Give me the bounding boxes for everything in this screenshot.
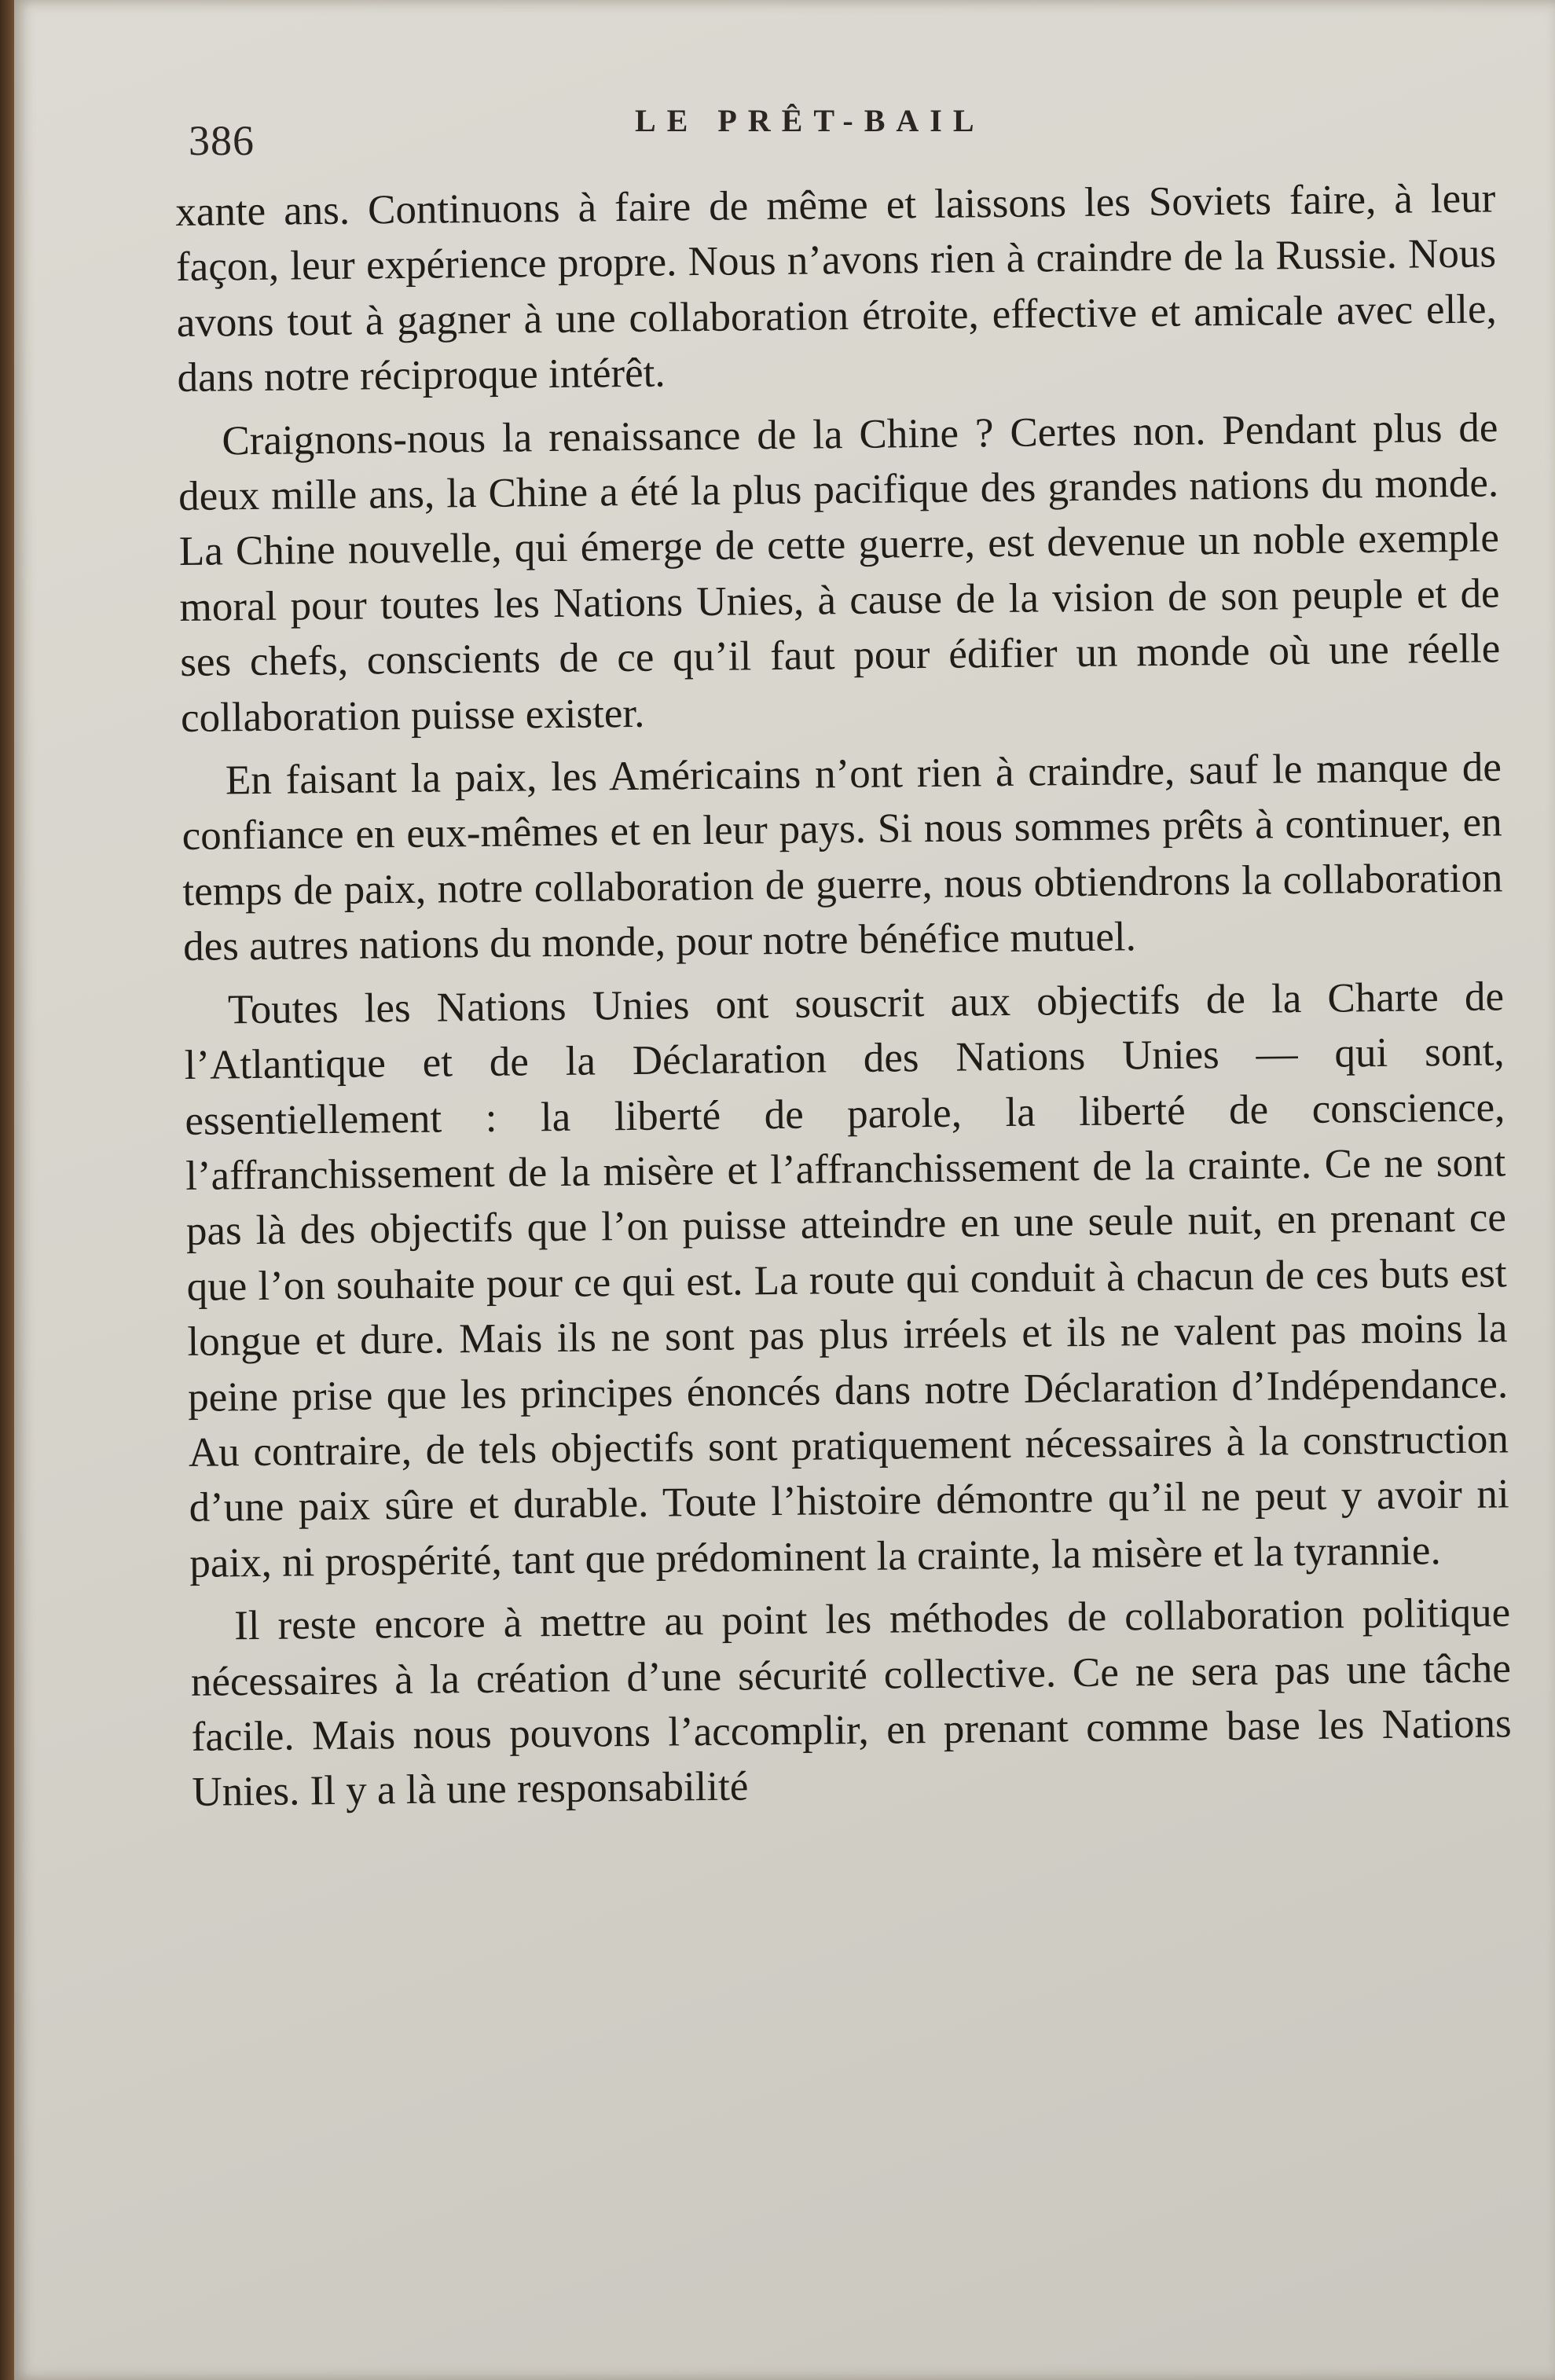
book-page xyxy=(14,0,1555,2380)
paragraph: Craignons-nous la renaissance de la Chine ? Certes non. Pendant plus de deux mille ans, la Chine a été la plus pacifique des grandes nations du monde. La Chine nouvelle, qui émerge de cette guerre, est devenue un noble exemple moral pour toutes les Nations Unies, à cause de la vision de son peuple et de ses chefs, conscients de ce qu’il faut pour édifier un monde où une réelle collaboration puisse exister. xyxy=(178,405,1501,741)
paragraph: Il reste encore à mettre au point les méthodes de collaboration politique nécessaires à la création d’une sécurité collective. Ce ne sera pas une tâche facile. Mais nous pouvons l’accomplir, en prenant comme base les Nations Unies. Il y a là une responsabilité xyxy=(190,1590,1512,1816)
page-number: 386 xyxy=(189,117,255,164)
page-header xyxy=(171,102,1491,165)
paragraph: xante ans. Continuons à faire de même et laissons les Soviets faire, à leur façon, leur expérience propre. Nous n’avons rien à craindre de la Russie. Nous avons tout à gagner à une collaboration étroite, effective et amicale avec elle, dans notre réciproque intérêt. xyxy=(175,175,1498,402)
body-text xyxy=(175,171,1513,1828)
paragraph: Toutes les Nations Unies ont souscrit aux objectifs de la Charte de l’Atlantique et de la Déclaration des Nations Unies — qui sont, essentiellement : la liberté de parole, la liberté de conscience, l’affranchissement de la misère et l’affranchissement de la crainte. Ce ne sont pas là des objectifs que l’on puisse atteindre en une seule nuit, en prenant ce que l’on souhaite pour ce qui est. La route qui conduit à chacun de ces buts est longue et dure. Mais ils ne sont pas plus irréels et ils ne valent pas moins la peine prise que les principes énoncés dans notre Déclaration d’Indépendance. Au contraire, de tels objectifs sont pratiquement nécessaires à la construction d’une paix sûre et durable. Toute l’histoire démontre qu’il ne peut y avoir ni paix, ni prospérité, tant que prédominent la crainte, la misère et la tyrannie. xyxy=(184,974,1509,1586)
paragraph: En faisant la paix, les Américains n’ont rien à craindre, sauf le manque de confiance en eux-mêmes et en leur pays. Si nous sommes prêts à continuer, en temps de paix, notre collaboration de guerre, nous obtiendrons la collaboration des autres nations du monde, pour notre bénéfice mutuel. xyxy=(182,744,1503,970)
running-head: LE PRÊT-BAIL xyxy=(635,103,985,138)
